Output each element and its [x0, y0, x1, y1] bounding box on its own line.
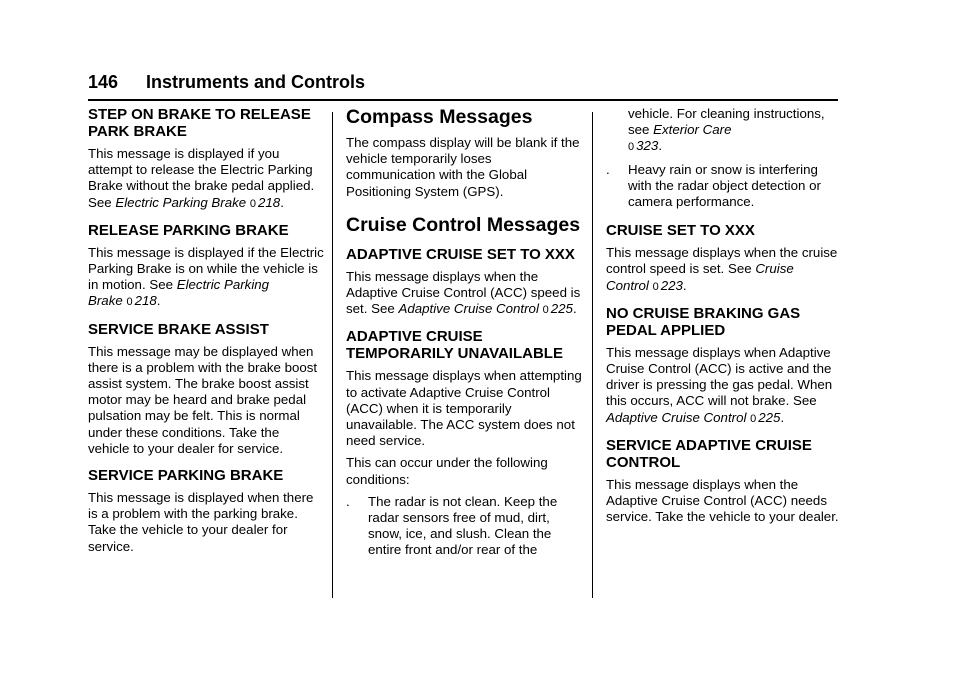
- cross-reference-link[interactable]: Electric Parking Brake 0 218: [115, 194, 281, 210]
- column-1: [88, 106, 324, 565]
- compass-messages-title: Compass Messages: [346, 106, 533, 128]
- header-divider: [88, 99, 838, 101]
- section-heading: SERVICE PARKING BRAKE: [88, 467, 284, 485]
- section-acc-unavailable: [346, 328, 582, 558]
- section-text: This can occur under the following conditions:: [346, 455, 548, 487]
- section-heading: ADAPTIVE CRUISE TEMPORARILY UNAVAILABLE: [346, 328, 563, 363]
- section-text: This message is displayed if the Electric Parking Brake is on while the vehicle is in motion. See Electric Parking Brake 0 218.: [88, 244, 324, 309]
- list-item: . Heavy rain or snow is interfering with the radar object detection or camera performance.: [606, 161, 821, 210]
- list-item-continued: vehicle. For cleaning instructions, see Exterior Care 0 323.: [628, 106, 825, 154]
- page-ref-icon: 0: [750, 412, 757, 425]
- page-ref-icon: 0: [652, 280, 659, 293]
- cruise-control-messages-title: Cruise Control Messages: [346, 213, 581, 236]
- section-text: This message is displayed if you attempt to release the Electric Parking Brake without the brake pedal applied. See Electric Parking Brake 0 218.: [88, 146, 315, 210]
- column-3: [606, 106, 844, 535]
- chapter-title: Instruments and Controls: [146, 72, 366, 92]
- page-ref-icon: 0: [249, 197, 256, 210]
- column-divider-1: [332, 112, 333, 598]
- page-ref-icon: 0: [126, 296, 133, 309]
- section-heading: SERVICE BRAKE ASSIST: [88, 320, 269, 338]
- page-ref-icon: 0: [628, 141, 635, 154]
- section-service-acc: [606, 437, 844, 526]
- section-text: This message displays when the cruise control speed is set. See Cruise Control 0 223.: [606, 245, 838, 293]
- cross-reference-link[interactable]: Adaptive Cruise Control 0 225: [606, 409, 781, 425]
- bullet-mark: .: [346, 493, 350, 509]
- section-text: This message displays when the Adaptive Cruise Control (ACC) speed is set. See Adaptive Cruise Control 0 225.: [346, 268, 581, 317]
- section-service-brake-assist: [88, 321, 324, 457]
- section-text: This message displays when the Adaptive Cruise Control (ACC) needs service. Take the vehicle to your dealer.: [606, 476, 839, 525]
- section-text: This message displays when Adaptive Cruise Control (ACC) is active and the driver is pressing the gas pedal. When this occurs, ACC will not brake. See Adaptive Cruise Control 0 225.: [606, 344, 833, 425]
- list-item: . The radar is not clean. Keep the radar sensors free of mud, dirt, snow, ice, and slush. Clean the entire front and/or rear of the: [346, 493, 558, 558]
- cross-reference-link[interactable]: Exterior Care 0 323: [628, 122, 732, 154]
- section-release-parking-brake: [88, 222, 324, 311]
- bullet-mark: .: [606, 161, 610, 177]
- section-heading: RELEASE PARKING BRAKE: [88, 221, 289, 239]
- section-text: This message displays when attempting to activate Adaptive Cruise Control (ACC) when it is temporarily unavailable. The ACC system does not need service.: [346, 368, 582, 449]
- cross-reference-link[interactable]: Adaptive Cruise Control 0 225: [398, 301, 573, 317]
- section-heading: STEP ON BRAKE TO RELEASE PARK BRAKE: [88, 106, 311, 140]
- column-divider-2: [592, 112, 593, 598]
- section-acc-set: [346, 246, 582, 319]
- section-text: This message is displayed when there is a problem with the parking brake. Take the vehicle to your dealer for service.: [88, 490, 314, 554]
- section-cruise-set: [606, 222, 844, 295]
- section-heading: ADAPTIVE CRUISE SET TO XXX: [346, 245, 575, 263]
- section-no-cruise-braking: [606, 305, 844, 427]
- section-step-on-brake: [88, 106, 324, 212]
- page-ref-icon: 0: [542, 304, 549, 317]
- section-heading: CRUISE SET TO XXX: [606, 222, 755, 240]
- section-heading: NO CRUISE BRAKING GAS PEDAL APPLIED: [606, 304, 801, 339]
- column-2: [346, 106, 582, 569]
- section-heading: SERVICE ADAPTIVE CRUISE CONTROL: [606, 436, 812, 471]
- section-text: This message may be displayed when there is a problem with the brake boost assist system. The brake boost assist motor may be heard and brake pedal pulsation may be felt. This is normal under these conditions. Take the vehicle to your dealer for service.: [88, 343, 318, 456]
- page-header: [88, 72, 838, 100]
- cross-reference-link[interactable]: Cruise Control 0 223: [606, 261, 794, 293]
- cross-reference-link[interactable]: Electric Parking Brake 0 218: [88, 277, 270, 309]
- section-service-parking-brake: [88, 467, 324, 555]
- page-number: 146: [88, 72, 119, 92]
- compass-text: The compass display will be blank if the vehicle temporarily loses communication with the Global Positioning System (GPS).: [346, 135, 580, 199]
